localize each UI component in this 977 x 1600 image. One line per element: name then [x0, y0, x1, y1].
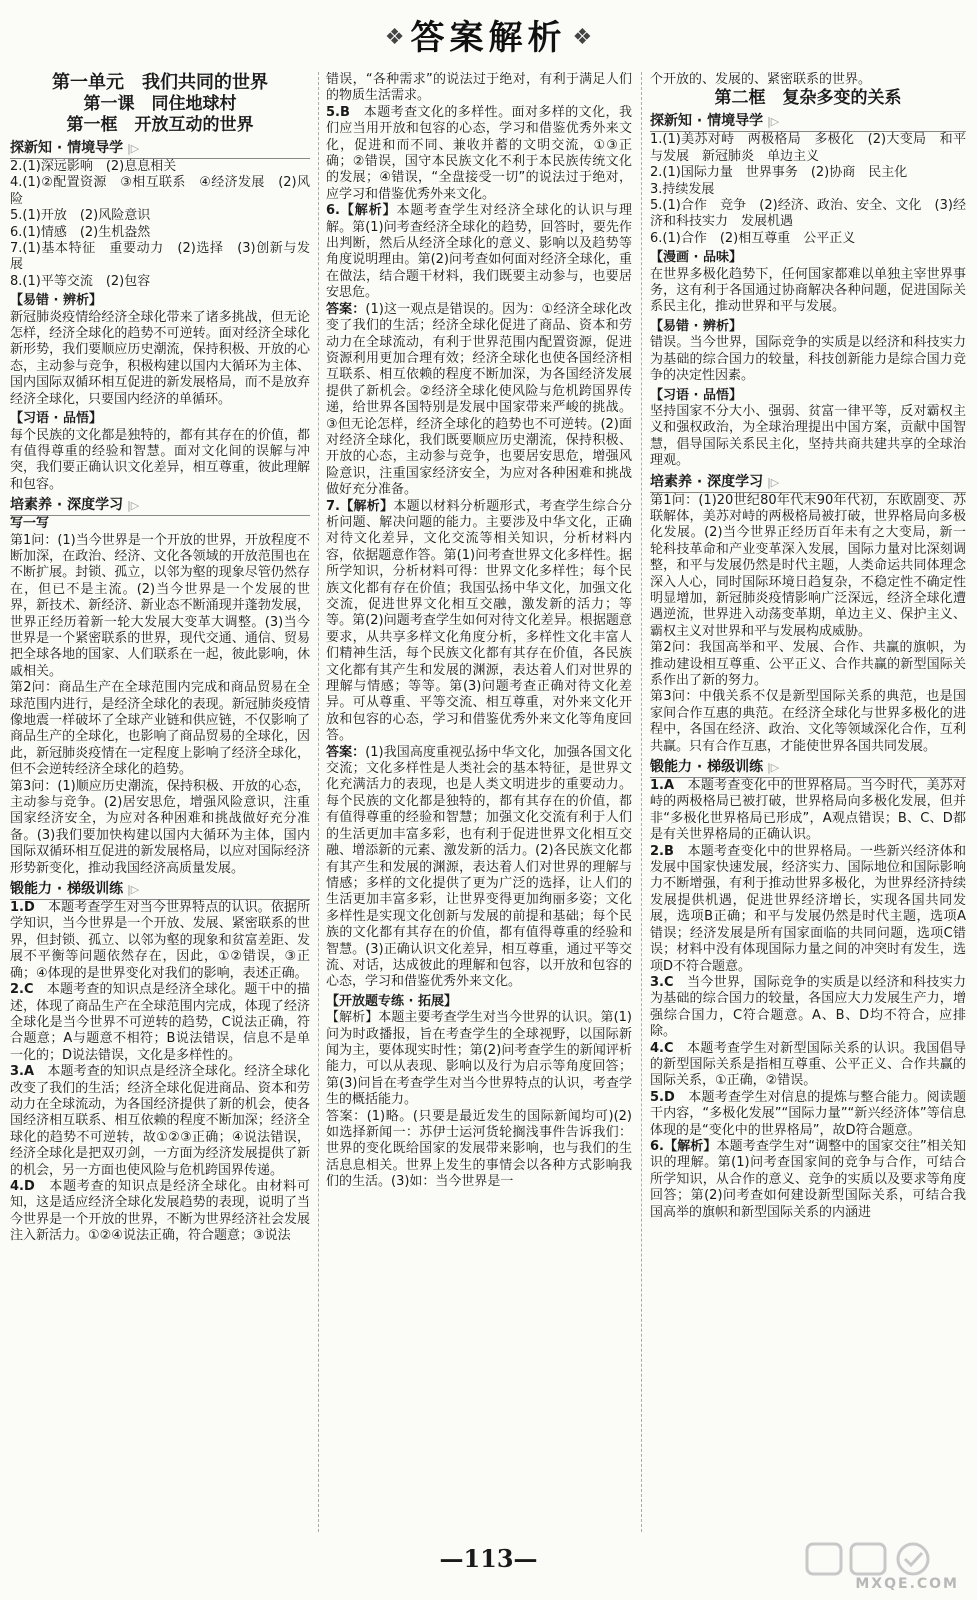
tag-label: 【易错 · 辨析】: [10, 293, 102, 309]
paragraph: 个开放的、发展的、紧密联系的世界。: [650, 72, 872, 87]
answer-line: 1.(1)美苏对峙 两极格局 多极化 (2)大变局 和平与发展 新冠肺炎 单边主义: [650, 132, 966, 164]
answer-item: 答案：(1)我国高度重视弘扬中华文化，加强各国文化交流；文化多样性是人类社会的基本特征，是世界文化充满活力的表现，也是人类文明进步的重要动力。每个民族的文化都是独特的，都有其存在的价值，都有值得尊重的经验和智慧；加强文化交流有利于人们的生活更加丰富多彩，也有利于促进世界文化相互交融、增添新的元素、激发新的活力。(2)各民族文化都有其产生和发展的渊源，表达着人们对世界的理解与情感；多样的文化提供了更为广泛的选择，让人们的生活更加丰富多彩，让世界变得更加绚丽多姿；文化多样性是实现文化创新与发展的前提和基础；每个民族的文化都有其存在的价值，都有值得尊重的经验和智慧。(3)正确认识文化差异，相互尊重，通过平等交流、对话，达成彼此的理解和包容，以开放和包容的心态，学习和借鉴优秀外来文化。: [326, 744, 632, 990]
answer-item: 4.D 本题考查的知识点是经济全球化。由材料可知，这是适应经济全球化发展趋势的表现，说明了当今世界是一个开放的世界，不断为世界经济社会发展注入新活力。①②④说法正确，符合题意；③说法: [10, 1178, 310, 1244]
paragraph: 第2问：我国高举和平、发展、合作、共赢的旗帜，为推动建设相互尊重、公平正义、合作共赢的新型国际关系作出了新的努力。: [650, 640, 966, 688]
answer-item: 2.B 本题考查变化中的世界格局。一些新兴经济体和发展中国家快速发展，经济实力、国际地位和国际影响力不断增强，有利于推动世界多极化，为世界经济持续发展提供机遇，促进世界经济增长，实现各国共同发展，选项B正确；和平与发展仍然是时代主题，选项A错误；经济发展是所有国家面临的共同问题，选项C错误；材料中没有体现国际力量之间的冲突时有发生，选项D不符合题意。: [650, 843, 966, 974]
column-divider: [641, 72, 642, 1532]
answer-item: 2.C 本题考查的知识点是经济全球化。题干中的描述，体现了商品生产在全球范围内完成，体现了经济全球化是当今世界不可逆转的趋势，C说法正确，符合题意；A与题意不相符；B说法错误，信息不是单一化的；D说法错误，文化是多样性的。: [10, 982, 310, 1063]
frame-heading: 第一框 开放互动的世界: [66, 115, 254, 135]
tag-label: 【易错 · 辨析】: [650, 318, 742, 334]
watermark: [793, 1540, 963, 1594]
tag-label: 【习语 · 品悟】: [10, 411, 102, 427]
answer-line: 2.(1)深远影响 (2)息息相关: [10, 159, 177, 174]
paragraph: 第3问：中俄关系不仅是新型国际关系的典范，也是国家间合作互惠的典范。在经济全球化与世界多极化的进程中，各国在经济、政治、文化等领域深化合作，互利共赢。只有合作互惠，才能使世界各国共同发展。: [650, 689, 966, 754]
answer-item: 7.【解析】本题以材料分析题形式，考查学生综合分析问题、解决问题的能力。主要涉及中华文化，正确对待文化差异，文化交流等相关知识，分析材料内容，依据题意作答。第(1)问考查世界文化多样性。据所学知识，分析材料可得：世界文化多样性；每个民族文化都有存在价值；我国弘扬中华文化，加强文化交流，促进世界文化相互交融，激发新的活力；等等。第(2)问题考查学生如何对待文化差异。根据题意要求，从共享多样文化角度分析，多样性文化丰富人们精神生活，每个民族文化都有其存在价值，各民族文化都有其产生和发展的渊源，表达着人们对世界的理解与情感；等等。第(3)问题考查正确对待文化差异。可从尊重、平等交流、相互尊重，对外来文化开放和包容的心态，学习和借鉴优秀外来文化等角度回答。: [326, 498, 632, 744]
answer-line: 5.(1)开放 (2)风险意识: [10, 208, 151, 224]
section-heading: 探新知 · 情境导学 |▷: [650, 112, 966, 132]
answer-item: 1.A 本题考查变化中的世界格局。当今时代，美苏对峙的两极格局已被打破，世界格局向多极化发展，但并非“多极化世界格局已形成”，A观点错误；B、C、D都是有关世界格局的正确认识。: [650, 778, 966, 843]
answer-line: 4.(1)②配置资源 ③相互联系 ④经济发展 (2)风险: [10, 175, 310, 207]
section-heading: 锻能力 · 梯级训练 |▷: [10, 880, 310, 900]
answer-line: 2.(1)国际力量 世界事务 (2)协商 民主化: [650, 165, 908, 181]
answer-item: 答案：(1)这一观点是错误的。因为：①经济全球化改变了我们的生活；经济全球化促进了商品、资本和劳动力在全球流动，有利于世界范围内配置资源，促进资源利用更加合理有效；经济全球化也使各国经济相互联系、相互依赖的程度不断加深，为各国经济发展提供了新机会。②经济全球化使风险与危机跨国界传递，给世界各国特别是发展中国家带来严峻的挑战。③但无论怎样，经济全球化的趋势也不可逆转。(2)面对经济全球化，我们既要顺应历史潮流，保持积极、开放的心态，主动参与竞争，也要居安思危，增强风险意识，注重国家经济安全，为应对各种困难和挑战做好充分准备。: [326, 301, 632, 498]
answer-item: 6.【解析】本题考查学生对经济全球化的认识与理解。第(1)问考查经济全球化的趋势，回答时，要先作出判断，然后从经济全球化的意义、影响以及趋势等角度说明理由。第(2)问考查如何面对经济全球化，重在做法，结合题干材料，我们既要主动参与，也要居安思危。: [326, 203, 632, 301]
paragraph: 错误。当今世界，国际竞争的实质是以经济和科技实力为基础的综合国力的较量，科技创新能力是综合国力竞争的决定性因素。: [650, 335, 966, 384]
lesson-heading: 第一课 同住地球村: [83, 94, 237, 114]
answer-line: 7.(1)基本特征 重要动力 (2)选择 (3)创新与发展: [10, 241, 310, 273]
subheading: 写一写: [10, 516, 50, 532]
section-heading: 培素养 · 深度学习 |▷: [10, 496, 310, 516]
paragraph: 新冠肺炎疫情给经济全球化带来了诸多挑战，但无论怎样，经济全球化的趋势不可逆转。面对经济全球化新形势，我们要顺应历史潮流，保持积极、开放的心态，主动参与竞争，积极构建以国内大循环为主体、国内国际双循环相互促进的新发展格局，而不是放弃经济全球化，只要国内经济的单循环。: [10, 309, 310, 407]
section-heading: 探新知 · 情境导学 |▷: [10, 139, 310, 159]
paragraph: 答案：(1)略。(只要是最近发生的国际新闻均可)(2)如选择新闻一：苏伊士运河货轮搁浅事件告诉我们：世界的变化既给国家的发展带来影响，也与我们的生活息息相关。世界上发生的事情会以各种方式影响我们的生活。(3)如：当今世界是一: [326, 1108, 632, 1190]
tag-label: 【开放题专练 · 拓展】: [326, 993, 457, 1009]
paragraph: 错误，“各种需求”的说法过于绝对，有利于满足人们的物质生活需求。: [326, 72, 632, 104]
paragraph: 第1问：(1)20世纪80年代末90年代初，东欧剧变、苏联解体，美苏对峙的两极格局被打破，世界格局向多极化发展。(2)当今世界正经历百年未有之大变局，新一轮科技革命和产业变革深入发展，国际力量对比深刻调整，和平与发展仍然是时代主题，人类命运共同体理念深入人心，同时国际环境日趋复杂，不稳定性不确定性明显增加，新冠肺炎疫情影响广泛深远，经济全球化遭遇逆流，世界进入动荡变革期，单边主义、保护主义、霸权主义对世界和平与发展构成威胁。: [650, 492, 966, 639]
paragraph: 每个民族的文化都是独特的，都有其存在的价值，都有值得尊重的经验和智慧。面对文化间的误解与冲突，我们要正确认识文化差异，相互尊重，彼此理解和包容。: [10, 427, 310, 492]
paragraph: 第3问：(1)顺应历史潮流，保持积极、开放的心态，主动参与竞争。(2)居安思危，增强风险意识，注重国家经济安全，为应对各种困难和挑战做好充分准备。(3)我们要加快构建以国内大循环为主体，国内国际双循环相互促进的新发展格局，以应对国际经济形势新变化，推动我国经济高质量发展。: [10, 778, 310, 876]
column-divider: [318, 72, 319, 1532]
paragraph: 第2问：商品生产在全球范围内完成和商品贸易在全球范围内进行，是经济全球化的表现。新冠肺炎疫情像地震一样破坏了全球产业链和供应链，不仅影响了商品生产的全球化，也影响了商品贸易的全球化，因此，新冠肺炎疫情在一定程度上影响了经济全球化，但不会逆转经济全球化的趋势。: [10, 680, 310, 778]
answer-item: 6.【解析】本题考查学生对“调整中的国家交往”相关知识的理解。第(1)问考查国家间的竞争与合作，可结合所学知识，从合作的意义、竞争的实质以及要求等角度回答；第(2)问考查如何建设新型国际关系，可结合我国高举的旗帜和新型国际关系的内涵进: [650, 1138, 966, 1220]
answer-line: 6.(1)情感 (2)生机盎然: [10, 224, 151, 240]
answer-item: 1.D 本题考查学生对当今世界特点的认识。依据所学知识，当今世界是一个开放、发展、紧密联系的世界，但封锁、孤立、以邻为壑的现象和贫富差距、发展不平衡等问题依然存在，因此，①②错误，③正确；④体现的是世界变化对我们的影响，表述正确。: [10, 900, 310, 981]
page-header: [0, 8, 977, 68]
answer-line: 5.(1)合作 竞争 (2)经济、政治、安全、文化 (3)经济和科技实力 发展机遇: [650, 198, 966, 230]
paragraph: 【解析】本题主要考查学生对当今世界的认识。第(1)问为时政播报，旨在考查学生的全球视野，以国际新闻为主，要体现实时性；第(2)问考查学生的新闻评析能力，可以从表现、影响以及行为启示等角度回答；第(3)问旨在考查学生对当今世界特点的认识，考查学生的概括能力。: [326, 1010, 632, 1108]
watermark-text: MXQE.COM: [855, 1576, 959, 1592]
answer-line: 6.(1)合作 (2)相互尊重 公平正义: [650, 230, 856, 246]
section-heading: 培素养 · 深度学习 |▷: [650, 473, 966, 493]
paragraph: 在世界多极化趋势下，任何国家都难以单独主宰世界事务，这有利于各国通过协商解决各种问题，促进国际关系民主化，推动世界和平与发展。: [650, 266, 966, 315]
column-left: [10, 72, 310, 1542]
column-right: [650, 72, 966, 1542]
answer-item: 4.C 本题考查学生对新型国际关系的认识。我国倡导的新型国际关系是指相互尊重、公平正义、合作共赢的国际关系，①正确，②错误。: [650, 1040, 966, 1089]
page-number: —113—: [439, 1544, 538, 1573]
section-heading: 锻能力 · 梯级训练 |▷: [650, 758, 966, 778]
answer-item: 5.D 本题考查学生对信息的提炼与整合能力。阅读题干内容，“多极化发展”“国际力量”“新兴经济体”等信息体现的是“变化中的世界格局”，故D符合题意。: [650, 1089, 966, 1138]
answer-line: 8.(1)平等交流 (2)包容: [10, 273, 151, 289]
answer-item: 5.B 本题考查文化的多样性。面对多样的文化，我们应当用开放和包容的心态，学习和借鉴优秀外来文化，促进和而不同、兼收并蓄的文明交流，①③正确；②错误，国守本民族文化不利于本民族传统文化的发展；④错误，“全盘接受一切”的说法过于绝对，应学习和借鉴优秀外来文化。: [326, 104, 632, 202]
tag-label: 【漫画 · 品味】: [650, 250, 742, 266]
answer-item: 3.A 本题考查的知识点是经济全球化。经济全球化改变了我们的生活；经济全球化促进商品、资本和劳动力在全球流动，为各国经济提供了新的机会，使各国经济相互联系、相互依赖的程度不断加深；经济全球化的趋势不可逆转，故①②③正确；④说法错误，经济全球化是把双刃剑，一方面为经济发展提供了新的机会，另一方面也使风险与危机跨国界传递。: [10, 1064, 310, 1178]
answer-item: 3.C 当今世界，国际竞争的实质是以经济和科技实力为基础的综合国力的较量，各国应大力发展生产力，增强综合国力，C符合题意。A、B、D均不符合，应排除。: [650, 974, 966, 1040]
paragraph: 第1问：(1)当今世界是一个开放的世界，开放程度不断加深，在政治、经济、文化各领域的开放范围也在不断扩展。封锁、孤立，以邻为壑的现象尽管仍然存在，但已不是主流。(2)当今世界是一个发展的世界，新技术、新经济、新业态不断涌现并蓬勃发展，世界正经历着新一轮大发展大变革大调整。(3)当今世界是一个紧密联系的世界，现代交通、通信、贸易把全球各地的国家、人们联系在一起，彼此影响，休戚相关。: [10, 532, 310, 679]
page-title: 答案解析: [410, 18, 567, 58]
ornament-right-icon: ❖: [572, 25, 593, 50]
watermark-logo-icon: [793, 1540, 963, 1580]
unit-heading: 第一单元 我们共同的世界: [52, 72, 268, 93]
tag-label: 【习语 · 品悟】: [650, 387, 742, 403]
answer-line: 3.持续发展: [650, 181, 715, 197]
ornament-left-icon: ❖: [384, 25, 405, 50]
paragraph: 坚持国家不分大小、强弱、贫富一律平等，反对霸权主义和强权政治，为全球治理提出中国方案，贡献中国智慧，倡导国际关系民主化，坚持共商共建共享的全球治理观。: [650, 403, 966, 469]
column-middle: [326, 72, 632, 1542]
frame-heading: 第二框 复杂多变的关系: [714, 88, 902, 109]
